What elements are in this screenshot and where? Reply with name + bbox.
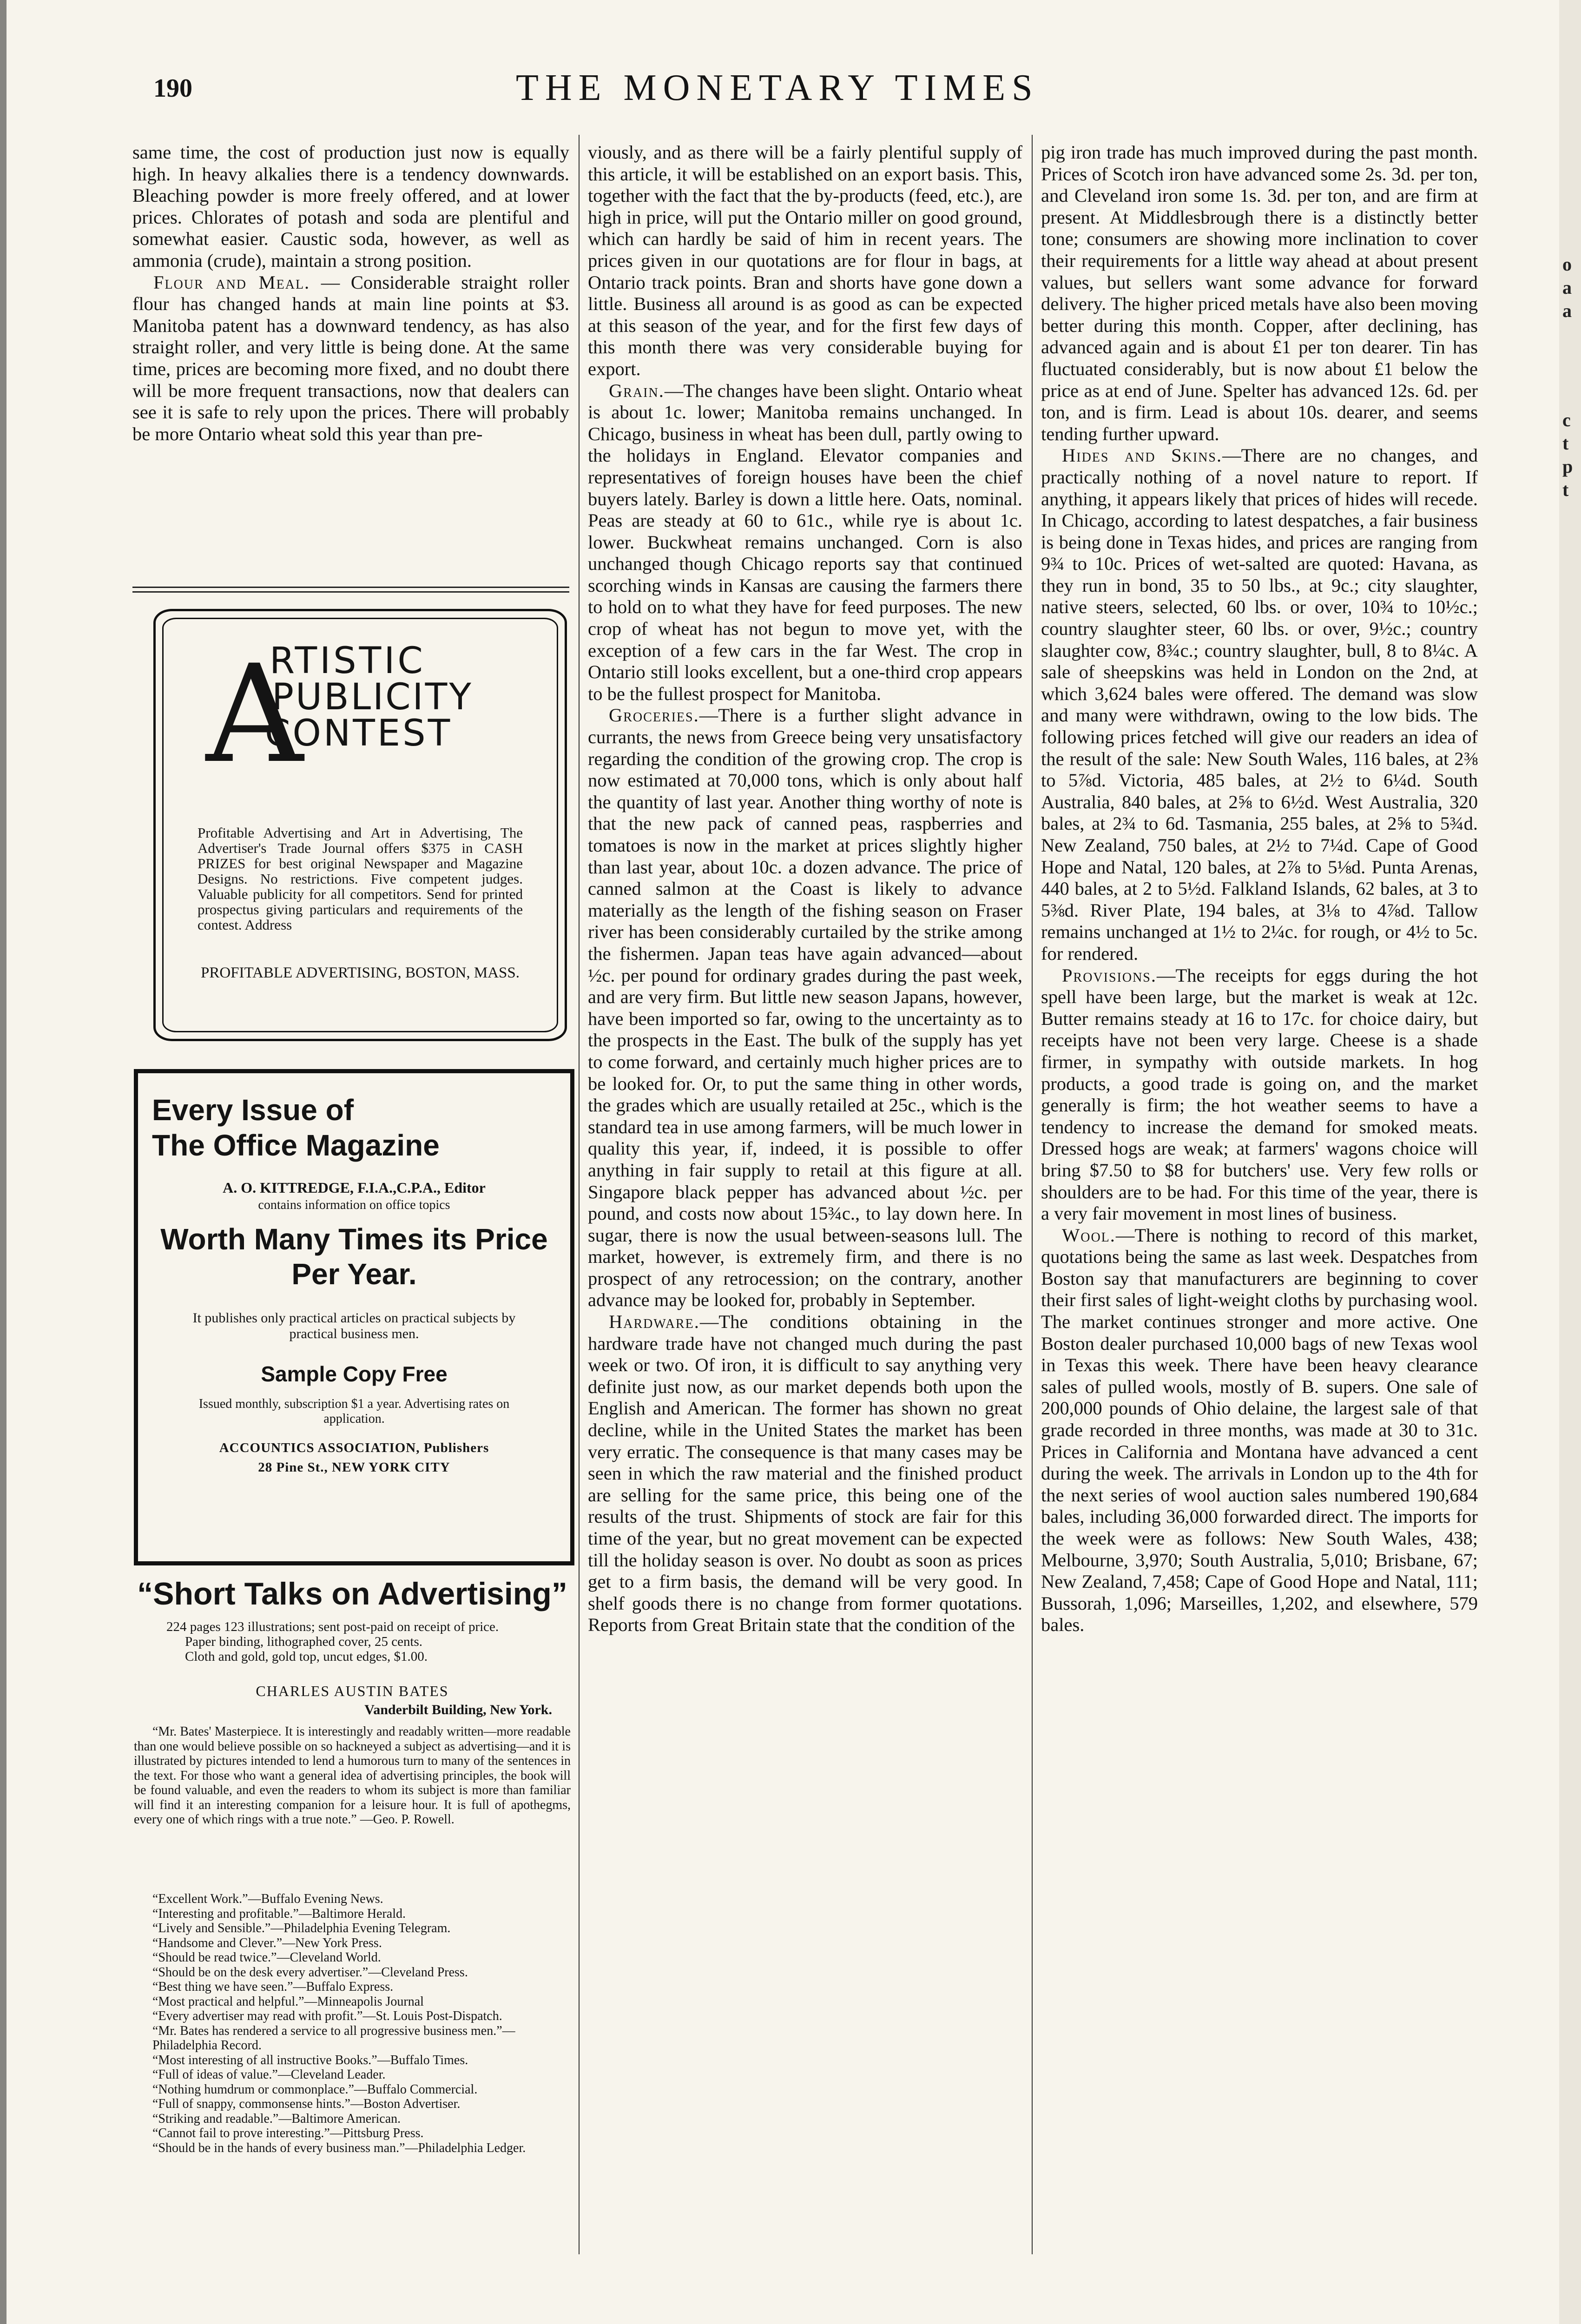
- adjacent-page-fragment: t: [1562, 479, 1569, 500]
- page-header: [153, 65, 1501, 116]
- separator-rule: [132, 591, 569, 593]
- column-3: [1041, 142, 1478, 1636]
- page-number: 190: [153, 74, 192, 103]
- adjacent-page-fragment: o: [1562, 254, 1572, 275]
- section-head-groceries: Groceries.: [609, 705, 699, 726]
- adjacent-page-fragment: c: [1562, 409, 1571, 430]
- paragraph-hardware: Hardware.—The conditions obtaining in the hardware trade have not changed much during the past week or two. Of iron, it is difficult to say anything very definite just now, as our market depends both upon the English and American. The former has shown no great decline, while in the United States the market has been very erratic. The consequence is that many cases may be seen in which the raw material and the finished product are selling for the same price, this being one of the results of the trust. Shipments of stock are fair for this time of the year, but no great movement can be expected till the holiday season is over. No doubt as soon as prices get to a firm basis, the demand will be very good. In shelf goods there is no change from former quotations. Reports from Great Britain state that the condition of the: [588, 1311, 1022, 1636]
- paragraph-flour-cont: viously, and as there will be a fairly plentiful supply of this article, it will be established on an export basis. This, together with the fact that the by-products (feed, etc.), are high in price, will put the Ontario miller on good ground, which can hardly be said of him in recent years. The prices given in our quotations are for flour in bags, at Ontario track points. Bran and shorts have gone down a little. Business all around is as good as can be expected at this season of the year, and for the first few days of this month there was very considerable buying for export.: [588, 142, 1022, 379]
- column-rule: [579, 135, 580, 2254]
- quote-item: “Best thing we have seen.”—Buffalo Express.: [152, 1980, 394, 1994]
- quote-item: “Should be on the desk every advertiser.”—Cleveland Press.: [152, 1965, 468, 1980]
- ad-title-line1: RTISTIC: [270, 640, 426, 682]
- paragraph-groceries: Groceries.—There is a further slight advance in currants, the news from Greece being very unsatisfactory regarding the condition of the growing crop. The crop is now estimated at 70,000 tons, which is only about half the quantity of last year. Another thing worthy of note is that the new pack of canned peas, raspberries and tomatoes is now in the market at prices slightly higher than last year, about 10c. a dozen advance. The price of canned salmon at the Coast is likely to advance materially as the length of the fishing season on Fraser river has been considerably curtailed by the strike among the fishermen. Japan teas have again advanced—about ½c. per pound for ordinary grades during the past week, and are very firm. But little new season Japans, however, have been imported so far, owing to the uncertainty as to the prospects in the East. The bulk of the supply has yet to come forward, and certainly much higher prices are to be looked for. Or, to put the same thing in other words, the grades which are usually retailed at 25c., which is the standard tea in use among farmers, will be much lower in quality this year, if, indeed, it is possible to offer anything in fair supply to retail at this figure at all. Singapore black pepper has advanced about ½c. per pound, and costs now about 15¾c., to lay down here. In sugar, there is now the usual between-seasons lull. The market, however, is extremely firm, and there is no prospect of any retrocession; on the contrary, another advance may be looked for, probably in September.: [588, 705, 1022, 1311]
- ad-building: Vanderbilt Building, New York.: [364, 1702, 552, 1717]
- quote-item: “Most practical and helpful.”—Minneapolis Journal: [152, 1994, 424, 2009]
- quote-item: “Full of ideas of value.”—Cleveland Leader.: [152, 2067, 386, 2082]
- ad-artistic-publicity: [153, 609, 567, 1041]
- ad-title-line2: PUBLICITY: [272, 676, 473, 718]
- ad-editor: A. O. KITTREDGE, F.I.A.,C.P.A., Editor: [223, 1179, 486, 1196]
- ad-short-talks: [134, 1571, 571, 2268]
- quote-item: “Every advertiser may read with profit.”—St. Louis Post-Dispatch.: [152, 2009, 502, 2023]
- ad-title: “Short Talks on Advertising”: [137, 1576, 567, 1611]
- quote-item: “Should be in the hands of every business man.”—Philadelphia Ledger.: [152, 2140, 526, 2155]
- ad-publishes: It publishes only practical articles on practical subjects by practical business men.: [192, 1310, 516, 1341]
- paragraph-flour-meal: Flour and Meal. — Considerable straight roller flour has changed hands at main line points at $3. Manitoba patent has a downward tendency, as has also straight roller, and very little is being done. At the same time, prices are becoming more fixed, and no doubt there will be more frequent transactions, now that dealers can see it is safe to rely upon the prices. There will probably be more Ontario wheat sold this year than pre-: [132, 271, 569, 444]
- ad-worth-line1: Worth Many Times its Price: [160, 1222, 548, 1256]
- ad-review: “Mr. Bates' Masterpiece. It is interestingly and readably written—more readable than one would believe possible on so hackneyed a subject as advertising—and it is illustrated by pictures intended to lend a humorous turn to many of the sentences in the text. For those who want a general idea of advertising principles, the book will be found valuable, and even the readers to whom its subject is more than familiar will find it an interesting companion for a leisure hour. It is full of apothegms, every one of which rings with a true note.” —Geo. P. Rowell.: [134, 1724, 571, 1827]
- ad-title-line1: Every Issue of: [152, 1093, 354, 1127]
- ad-office-magazine: [134, 1069, 574, 1565]
- ad-body: Profitable Advertising and Art in Advertising, The Advertiser's Trade Journal offers $375 in CASH PRIZES for best original Newspaper and Magazine Designs. No restrictions. Five competent judges. Valuable publicity for all competitors. Send for printed prospectus giving particulars and requirements of the contest. Address: [198, 825, 523, 933]
- ad-quotes: [134, 1892, 571, 2155]
- adjacent-page-fragment: p: [1562, 456, 1573, 477]
- adjacent-page-fragment: a: [1562, 277, 1572, 298]
- column-rule: [1032, 135, 1033, 2254]
- ad-address: PROFITABLE ADVERTISING, BOSTON, MASS.: [200, 964, 520, 981]
- quote-item: “Lively and Sensible.”—Philadelphia Evening Telegram.: [152, 1921, 451, 1935]
- ad-address: 28 Pine St., NEW YORK CITY: [258, 1460, 450, 1475]
- paragraph-provisions: Provisions.—The receipts for eggs during the hot spell have been large, but the market is weak at 12c. Butter remains steady at 16 to 17c. for choice dairy, but receipts have not been very large. Cheese is a shade firmer, in sympathy with outside markets. In hog products, a good trade is going on, and the market generally is firm; the hot weather seems to have a tendency to increase the demand for smoked meats. Dressed hogs are weak; at farmers' wagons choice will bring $7.50 to $8 for butchers' use. Very few rolls or shoulders are to be had. For this time of the year, there is a very fair movement in most lines of business.: [1041, 964, 1478, 1224]
- quote-item: “Interesting and profitable.”—Baltimore Herald.: [152, 1906, 406, 1921]
- section-head-hides: Hides and Skins.: [1062, 445, 1223, 466]
- adjacent-page-fragment: t: [1562, 433, 1569, 454]
- quote-item: “Cannot fail to prove interesting.”—Pittsburg Press.: [152, 2126, 424, 2140]
- quote-item: “Striking and readable.”—Baltimore American.: [152, 2111, 401, 2126]
- quote-item: “Full of snappy, commonsense hints.”—Boston Advertiser.: [152, 2097, 461, 2111]
- quote-item: “Should be read twice.”—Cleveland World.: [152, 1950, 381, 1965]
- section-head-flour: Flour and Meal.: [153, 271, 310, 293]
- masthead: THE MONETARY TIMES: [516, 67, 1039, 108]
- adjacent-page-margin: [1559, 0, 1581, 2324]
- ad-contains: contains information on office topics: [258, 1198, 450, 1212]
- scan-left-edge: [0, 0, 7, 2324]
- quote-item: “Excellent Work.”—Buffalo Evening News.: [152, 1892, 383, 1906]
- quote-item: “Handsome and Clever.”—New York Press.: [152, 1935, 382, 1950]
- paragraph-wool: Wool.—There is nothing to record of this market, quotations being the same as last week. Despatches from Boston say that manufacturers are beginning to cover their first sales of light-weight cloths by purchasing wool. The market continues stronger and more active. One Boston dealer purchased 10,000 bags of new Texas wool in Texas this week. There have been heavy clearance sales of pulled wools, mostly of B. supers. One sale of 200,000 pounds of Ohio delaine, the largest sale of that grade recorded in three months, was made at 30 to 31c. Prices in California and Montana have advanced a cent during the week. The arrivals in London up to the 4th for the next series of wool auction sales numbered 190,684 bales, including 36,000 forwarded direct. The imports for the week were as follows: New South Wales, 438; Melbourne, 3,970; South Australia, 5,010; Brisbane, 67; New Zealand, 7,458; Cape of Good Hope and Natal, 111; Bussorah, 1,096; Marseilles, 1,202, and elsewhere, 579 bales.: [1041, 1224, 1478, 1636]
- quote-item: “Mr. Bates has rendered a service to all progressive business men.”—Philadelphia Record.: [152, 2023, 515, 2053]
- separator-rule: [132, 587, 569, 588]
- adjacent-page-fragment: a: [1562, 300, 1572, 321]
- ad-worth-line2: Per Year.: [291, 1257, 417, 1291]
- paragraph-hides-skins: Hides and Skins.—There are no changes, and practically nothing of a novel nature to report. If anything, it appears likely that prices of hides will recede. In Chicago, according to latest despatches, a fair business is being done in Texas hides, and prices are ranging from 9¾ to 10c. Prices of wet-salted are quoted: Havana, as they run in bond, 35 to 50 lbs., at 9c.; city slaughter, native steers, selected, 60 lbs. or over, 10¾ to 10½c.; country slaughter steer, 60 lbs. or over, 9½c.; country slaughter cow, 8¾c.; country slaughter, bull, 8 to 8¼c. A sale of sheepskins was held in London on the 2nd, at which 3,624 bales were offered. The demand was slow and many were withdrawn, owing to the low bids. The following prices fetched will give our readers an idea of the result of the sale: New South Wales, 116 bales, at 2⅜ to 5⅞d. Victoria, 485 bales, at 2½ to 6¼d. South Australia, 840 bales, at 2⅝ to 6½d. West Australia, 320 bales, at 2¾ to 6d. Tasmania, 255 bales, at 2⅝ to 5¾d. New Zealand, 750 bales, at 2½ to 7¼d. Cape of Good Hope and Natal, 120 bales, at 2⅞ to 5⅛d. Punta Arenas, 440 bales, at 2 to 5½d. Falkland Islands, 62 bales, at 3 to 5⅜d. River Plate, 194 bales, at 3⅛ to 4⅞d. Tallow remains unchanged at 1½ to 2¼c. for rough, or 4½ to 5c. for rendered.: [1041, 445, 1478, 964]
- ad-issued: Issued monthly, subscription $1 a year. Advertising rates on application.: [198, 1397, 510, 1426]
- section-head-hardware: Hardware.: [609, 1311, 700, 1333]
- column-1: [132, 142, 569, 445]
- ad-title-line3: CONTEST: [265, 713, 453, 754]
- ad-big-letter: A: [206, 636, 303, 793]
- ad-sample-copy: Sample Copy Free: [261, 1362, 448, 1386]
- section-head-provisions: Provisions.: [1062, 964, 1157, 986]
- ad-title-line2: The Office Magazine: [152, 1129, 440, 1162]
- paragraph-grain: Grain.—The changes have been slight. Ontario wheat is about 1c. lower; Manitoba remains unchanged. In Chicago, business in wheat has been dull, partly owing to the holidays in England. Elevator companies and representatives of foreign houses have been the chief buyers lately. Barley is down a little here. Oats, nominal. Peas are steady at 60 to 61c., while rye is about 1c. lower. Buckwheat remains unchanged. Corn is also unchanged though Chicago reports say that continued scorching winds in Kansas are causing the farmers there to hold on to what they have for feed purposes. The new crop of wheat has not begun to move yet, with the exception of a few cars in the far West. The crop in Ontario still looks excellent, but a one-third crop appears to be the fullest prospect for Manitoba.: [588, 380, 1022, 704]
- paragraph-pig-iron: pig iron trade has much improved during the past month. Prices of Scotch iron have advanced some 2s. 3d. per ton, and Cleveland iron some 1s. 3d. per ton, and are firm at present. At Middlesbrough there is a distinctly better tone; consumers are showing more inclination to cover their requirements for a little way ahead at about present values, but sellers want some advance for forward delivery. The higher priced metals have also been moving better during this month. Copper, after declining, has advanced again and is about £1 per ton dearer. Tin has fluctuated considerably, but is now about £1 below the price as at end of June. Spelter has advanced 12s. 6d. per ton, and is firm. Lead is about 10s. dearer, and seems tending further upward.: [1041, 142, 1478, 444]
- quote-item: “Most interesting of all instructive Books.”—Buffalo Times.: [152, 2053, 468, 2067]
- paragraph-chemicals: same time, the cost of production just now is equally high. In heavy alkalies there is a tendency downwards. Bleaching powder is more freely offered, and at lower prices. Chlorates of potash and soda are plentiful and somewhat easier. Caustic soda, however, as well as ammonia (crude), maintain a strong position.: [132, 142, 569, 271]
- section-head-wool: Wool.: [1062, 1224, 1116, 1246]
- quote-item: “Nothing humdrum or commonplace.”—Buffalo Commercial.: [152, 2082, 478, 2097]
- column-2: [588, 142, 1022, 1636]
- section-head-grain: Grain.: [609, 380, 665, 401]
- ad-details: 224 pages 123 illustrations; sent post-paid on receipt of price. Paper binding, lithographed cover, 25 cents. Cloth and gold, gold top, uncut edges, $1.00.: [166, 1619, 499, 1664]
- ad-publisher: ACCOUNTICS ASSOCIATION, Publishers: [219, 1440, 489, 1455]
- ad-author: CHARLES AUSTIN BATES: [256, 1683, 449, 1699]
